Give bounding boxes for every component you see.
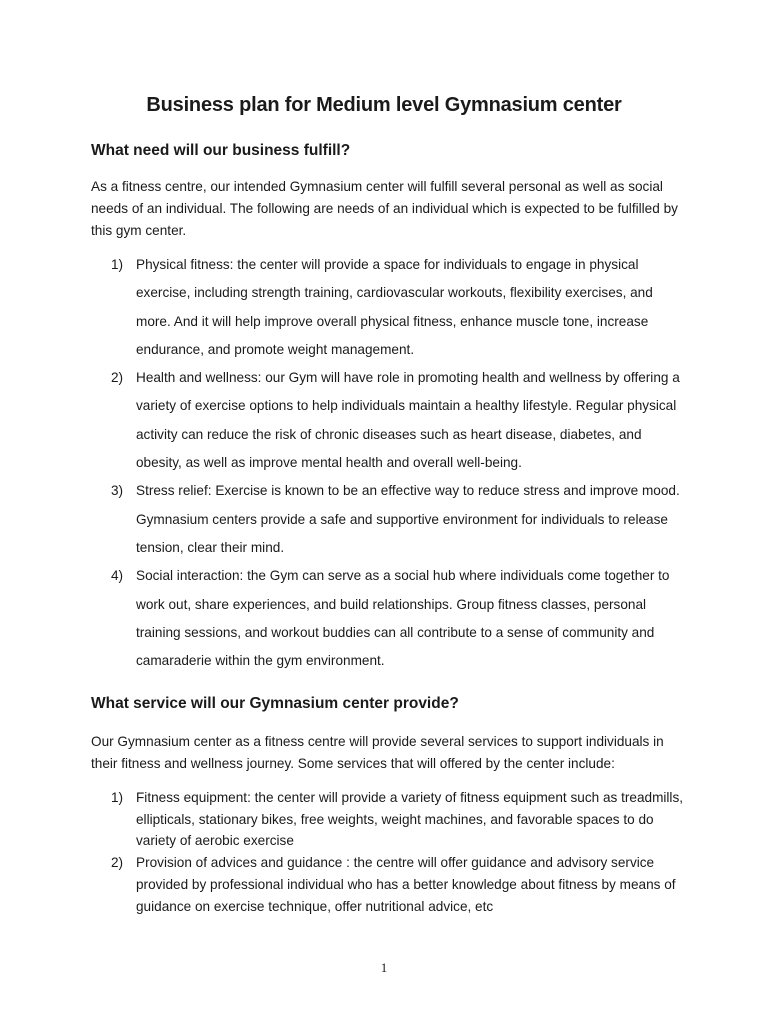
list-item: [91, 852, 691, 917]
list-item-text: Provision of advices and guidance : the centre will offer guidance and advisory service provided by professional individual who has a better knowledge about fitness by means of guidance on exercise technique, offer nutritional advice, etc: [136, 855, 676, 914]
section-heading-services: What service will our Gymnasium center provide?: [91, 695, 459, 712]
list-number: 1): [111, 257, 124, 272]
list-item-text: Fitness equipment: the center will provide a variety of fitness equipment such as treadmills, ellipticals, stationary bikes, free weights, weight machines, and favorable spaces to do variety of aerobic exercise: [136, 790, 684, 849]
list-item: [91, 251, 691, 364]
section-heading-needs: What need will our business fulfill?: [91, 142, 351, 159]
list-item-text: Physical fitness: the center will provide a space for individuals to engage in physical exercise, including strength training, cardiovascular workouts, flexibility exercises, and more. And it will help improve overall physical fitness, enhance muscle tone, increase endurance, and promote weight management.: [136, 257, 653, 357]
list-number: 2): [111, 370, 124, 386]
services-list: [91, 787, 691, 917]
list-number: 4): [111, 568, 124, 584]
section-intro-needs: As a fitness centre, our intended Gymnasium center will fulfill several personal as well as social needs of an individual. The following are needs of an individual which is expected to be fulfilled by this gym center.: [91, 179, 678, 238]
list-item: [91, 364, 691, 477]
document-title: Business plan for Medium level Gymnasium center: [146, 94, 622, 116]
list-number: 1): [111, 790, 124, 805]
list-item: [91, 562, 691, 675]
list-item-text: Stress relief: Exercise is known to be an effective way to reduce stress and improve mood. Gymnasium centers provide a safe and supportive environment for individuals to release tension, clear their mind.: [136, 483, 680, 555]
list-item: [91, 787, 691, 852]
page-number: 1: [380, 960, 388, 975]
list-item: [91, 477, 691, 562]
section-intro-services: Our Gymnasium center as a fitness centre will provide several services to support individuals in their fitness and wellness journey. Some services that will offered by the center include:: [91, 734, 664, 771]
needs-list: [91, 251, 691, 675]
list-number: 3): [111, 483, 124, 499]
list-item-text: Health and wellness: our Gym will have role in promoting health and wellness by offering a variety of exercise options to help individuals maintain a healthy lifestyle. Regular physical activity can reduce the risk of chronic diseases such as heart disease, diabetes, and obesity, as well as improve mental health and overall well-being.: [136, 370, 680, 471]
list-number: 2): [111, 855, 124, 871]
list-item-text: Social interaction: the Gym can serve as a social hub where individuals come together to work out, share experiences, and build relationships. Group fitness classes, personal training sessions, and workout buddies can all contribute to a sense of community and camaraderie within the gym environment.: [136, 568, 670, 669]
